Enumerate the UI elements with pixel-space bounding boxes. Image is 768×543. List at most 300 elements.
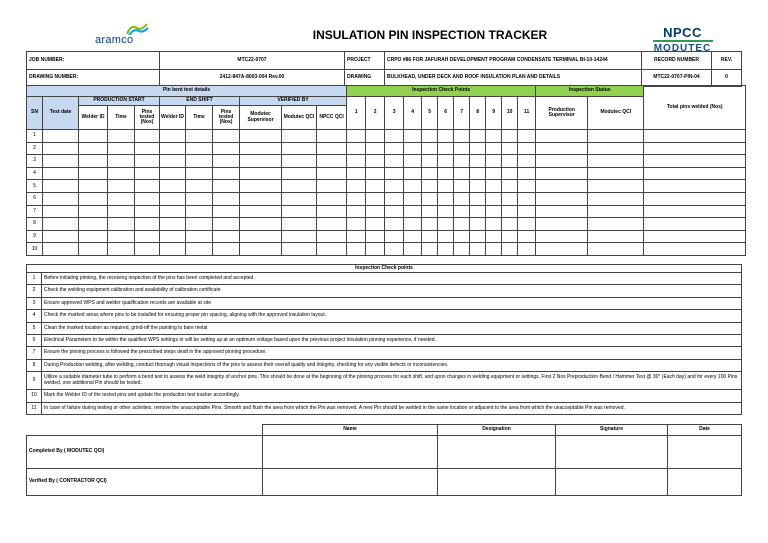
- table-cell[interactable]: [518, 192, 536, 205]
- checkpoint-number: 11: [27, 402, 42, 414]
- table-cell[interactable]: [422, 243, 438, 256]
- table-cell[interactable]: [536, 130, 588, 143]
- table-cell[interactable]: [79, 130, 108, 143]
- table-cell[interactable]: [502, 180, 518, 193]
- table-cell[interactable]: [454, 230, 470, 243]
- table-cell[interactable]: [502, 142, 518, 155]
- table-row: [27, 192, 746, 205]
- table-cell[interactable]: [536, 167, 588, 180]
- table-cell[interactable]: [470, 243, 486, 256]
- table-cell[interactable]: [502, 218, 518, 231]
- table-cell[interactable]: [186, 218, 213, 231]
- table-cell[interactable]: [347, 205, 366, 218]
- table-row: [27, 205, 746, 218]
- table-cell[interactable]: [282, 155, 317, 168]
- table-cell[interactable]: [79, 192, 108, 205]
- table-cell[interactable]: [518, 180, 536, 193]
- checkpoint-number: 7: [27, 347, 42, 359]
- table-cell[interactable]: [438, 142, 454, 155]
- table-cell[interactable]: [240, 180, 282, 193]
- table-cell[interactable]: [644, 130, 746, 143]
- table-cell[interactable]: [486, 218, 502, 231]
- table-cell[interactable]: [43, 155, 79, 168]
- table-cell[interactable]: [213, 243, 240, 256]
- inspection-check-points-header: Inspection Check Points: [347, 86, 536, 97]
- table-cell[interactable]: [470, 155, 486, 168]
- table-cell[interactable]: [43, 205, 79, 218]
- table-cell[interactable]: [422, 180, 438, 193]
- table-cell[interactable]: [79, 142, 108, 155]
- table-cell[interactable]: [588, 230, 644, 243]
- table-cell[interactable]: [347, 180, 366, 193]
- tracker-table: [26, 85, 746, 256]
- table-cell[interactable]: [160, 130, 186, 143]
- table-cell[interactable]: [588, 218, 644, 231]
- table-cell[interactable]: [160, 167, 186, 180]
- table-cell[interactable]: [43, 130, 79, 143]
- table-cell[interactable]: [108, 130, 135, 143]
- table-cell[interactable]: [486, 155, 502, 168]
- signoff-table: [26, 424, 742, 496]
- table-cell[interactable]: [282, 130, 317, 143]
- table-cell[interactable]: [454, 243, 470, 256]
- table-cell[interactable]: [43, 218, 79, 231]
- table-cell[interactable]: [404, 192, 422, 205]
- table-cell[interactable]: [486, 142, 502, 155]
- table-cell[interactable]: [160, 205, 186, 218]
- table-cell[interactable]: [282, 205, 317, 218]
- verified-by-date-cell[interactable]: [668, 469, 742, 496]
- table-cell[interactable]: [536, 192, 588, 205]
- start-welder-id-header: Welder ID: [79, 106, 108, 130]
- table-cell[interactable]: [366, 167, 385, 180]
- table-cell[interactable]: [240, 155, 282, 168]
- table-cell[interactable]: [486, 167, 502, 180]
- table-cell[interactable]: [404, 167, 422, 180]
- table-cell[interactable]: [79, 218, 108, 231]
- checkpoint-rows: [27, 273, 742, 415]
- table-cell[interactable]: [317, 155, 347, 168]
- table-cell[interactable]: [518, 130, 536, 143]
- table-cell[interactable]: [160, 180, 186, 193]
- checkpoint-text: Utilize a suitable diameter tube to perform a bend test to assess the weld integrity of anchor pins. This should be done at the beginning of the pinning process for each shift, and upon changes in welding equipment or settings. First 2 Nos Preproduction Bend / Hammer Test @ 30° (Each day) and for every 100 Pins welded, one additional Pin should be tested.: [42, 372, 742, 390]
- table-cell[interactable]: [404, 142, 422, 155]
- table-cell[interactable]: [108, 205, 135, 218]
- row-number: 9: [27, 230, 43, 243]
- table-cell[interactable]: [282, 167, 317, 180]
- table-cell[interactable]: [470, 167, 486, 180]
- table-cell[interactable]: [317, 167, 347, 180]
- table-cell[interactable]: [502, 230, 518, 243]
- table-cell[interactable]: [347, 155, 366, 168]
- table-cell[interactable]: [347, 142, 366, 155]
- table-cell[interactable]: [347, 218, 366, 231]
- table-cell[interactable]: [588, 180, 644, 193]
- table-cell[interactable]: [240, 218, 282, 231]
- table-cell[interactable]: [536, 180, 588, 193]
- table-cell[interactable]: [347, 243, 366, 256]
- table-cell[interactable]: [160, 243, 186, 256]
- list-item: [27, 372, 742, 390]
- table-cell[interactable]: [240, 130, 282, 143]
- table-cell[interactable]: [282, 180, 317, 193]
- table-cell[interactable]: [43, 142, 79, 155]
- table-cell[interactable]: [518, 243, 536, 256]
- npcc-qci-header: NPCC QCI: [317, 106, 347, 130]
- table-cell[interactable]: [366, 180, 385, 193]
- table-cell[interactable]: [644, 192, 746, 205]
- table-cell[interactable]: [422, 167, 438, 180]
- table-cell[interactable]: [518, 205, 536, 218]
- table-cell[interactable]: [438, 192, 454, 205]
- checkpoint-text: During Production welding, after welding, conduct thorough visual inspections of the pins to assess their overall quality and integrity, checking for any visible defects or inconsistencies.: [42, 359, 742, 371]
- checkpoint-col-2: 2: [366, 97, 385, 130]
- table-cell[interactable]: [43, 230, 79, 243]
- table-cell[interactable]: [213, 155, 240, 168]
- verified-by-signature-cell[interactable]: [556, 469, 668, 496]
- table-cell[interactable]: [186, 243, 213, 256]
- table-cell[interactable]: [644, 243, 746, 256]
- table-cell[interactable]: [366, 130, 385, 143]
- table-cell[interactable]: [79, 243, 108, 256]
- table-cell[interactable]: [454, 155, 470, 168]
- table-cell[interactable]: [644, 180, 746, 193]
- table-cell[interactable]: [454, 205, 470, 218]
- table-cell[interactable]: [366, 230, 385, 243]
- list-item: [27, 390, 742, 402]
- table-cell[interactable]: [536, 155, 588, 168]
- checkpoint-number: 4: [27, 310, 42, 322]
- table-cell[interactable]: [79, 230, 108, 243]
- table-cell[interactable]: [486, 180, 502, 193]
- table-cell[interactable]: [160, 155, 186, 168]
- table-cell[interactable]: [470, 130, 486, 143]
- completed-by-designation-cell[interactable]: [438, 436, 556, 469]
- table-row: [27, 218, 746, 231]
- table-cell[interactable]: [385, 130, 404, 143]
- table-cell[interactable]: [588, 243, 644, 256]
- table-cell[interactable]: [240, 192, 282, 205]
- table-cell[interactable]: [108, 155, 135, 168]
- table-cell[interactable]: [366, 218, 385, 231]
- sn-header: SN: [27, 97, 43, 130]
- table-cell[interactable]: [470, 205, 486, 218]
- table-cell[interactable]: [454, 218, 470, 231]
- table-cell[interactable]: [160, 192, 186, 205]
- table-cell[interactable]: [385, 142, 404, 155]
- table-cell[interactable]: [470, 180, 486, 193]
- table-cell[interactable]: [135, 230, 160, 243]
- table-cell[interactable]: [79, 205, 108, 218]
- table-cell[interactable]: [438, 130, 454, 143]
- checkpoint-number: 9: [27, 372, 42, 390]
- table-cell[interactable]: [470, 142, 486, 155]
- table-cell[interactable]: [317, 205, 347, 218]
- verified-by-designation-cell[interactable]: [438, 469, 556, 496]
- table-cell[interactable]: [588, 205, 644, 218]
- table-cell[interactable]: [317, 130, 347, 143]
- table-cell[interactable]: [366, 155, 385, 168]
- end-pins-tested-header: Pins tested (Nos): [213, 106, 240, 130]
- table-cell[interactable]: [454, 167, 470, 180]
- table-cell[interactable]: [644, 205, 746, 218]
- table-cell[interactable]: [186, 142, 213, 155]
- table-cell[interactable]: [282, 218, 317, 231]
- table-cell[interactable]: [486, 192, 502, 205]
- table-cell[interactable]: [385, 180, 404, 193]
- table-cell[interactable]: [644, 155, 746, 168]
- drawing-number-label: DRAWING NUMBER:: [27, 70, 160, 87]
- table-row: [27, 130, 746, 143]
- table-cell[interactable]: [385, 218, 404, 231]
- table-cell[interactable]: [385, 243, 404, 256]
- table-cell[interactable]: [186, 180, 213, 193]
- table-cell[interactable]: [135, 167, 160, 180]
- table-cell[interactable]: [213, 230, 240, 243]
- table-cell[interactable]: [317, 243, 347, 256]
- table-cell[interactable]: [282, 243, 317, 256]
- table-cell[interactable]: [422, 142, 438, 155]
- table-cell[interactable]: [385, 205, 404, 218]
- job-number-value: MTC22-0707: [160, 52, 345, 70]
- table-cell[interactable]: [366, 243, 385, 256]
- checkpoint-col-1: 1: [347, 97, 366, 130]
- table-cell[interactable]: [404, 230, 422, 243]
- checkpoint-number: 5: [27, 322, 42, 334]
- table-cell[interactable]: [536, 230, 588, 243]
- modutec-qci-header: Modutec QCI: [282, 106, 317, 130]
- table-cell[interactable]: [160, 230, 186, 243]
- table-cell[interactable]: [186, 192, 213, 205]
- checkpoint-text: Mark the Welder ID of the tested pins and update the production test tracker accordingly.: [42, 390, 742, 402]
- table-cell[interactable]: [502, 243, 518, 256]
- table-cell[interactable]: [240, 142, 282, 155]
- table-cell[interactable]: [454, 130, 470, 143]
- table-cell[interactable]: [108, 243, 135, 256]
- checkpoint-col-11: 11: [518, 97, 536, 130]
- table-cell[interactable]: [43, 167, 79, 180]
- table-cell[interactable]: [240, 243, 282, 256]
- table-cell[interactable]: [135, 142, 160, 155]
- table-cell[interactable]: [240, 230, 282, 243]
- table-cell[interactable]: [518, 218, 536, 231]
- table-cell[interactable]: [422, 192, 438, 205]
- table-cell[interactable]: [347, 167, 366, 180]
- table-cell[interactable]: [502, 155, 518, 168]
- table-cell[interactable]: [186, 130, 213, 143]
- table-cell[interactable]: [438, 218, 454, 231]
- table-cell[interactable]: [108, 230, 135, 243]
- table-cell[interactable]: [79, 155, 108, 168]
- table-cell[interactable]: [135, 155, 160, 168]
- table-cell[interactable]: [536, 243, 588, 256]
- signoff-date-header: Date: [668, 425, 742, 436]
- table-cell[interactable]: [317, 230, 347, 243]
- table-cell[interactable]: [317, 192, 347, 205]
- table-cell[interactable]: [588, 192, 644, 205]
- table-cell[interactable]: [518, 230, 536, 243]
- verified-by-name-cell[interactable]: [263, 469, 438, 496]
- table-cell[interactable]: [347, 192, 366, 205]
- table-row: [27, 243, 746, 256]
- table-cell[interactable]: [438, 205, 454, 218]
- table-cell[interactable]: [135, 180, 160, 193]
- table-cell[interactable]: [135, 218, 160, 231]
- table-cell[interactable]: [518, 155, 536, 168]
- production-supervisor-header: Production Supervisor: [536, 97, 588, 130]
- table-cell[interactable]: [422, 230, 438, 243]
- table-cell[interactable]: [347, 230, 366, 243]
- row-number: 4: [27, 167, 43, 180]
- table-cell[interactable]: [536, 205, 588, 218]
- table-cell[interactable]: [186, 155, 213, 168]
- completed-by-signature-cell[interactable]: [556, 436, 668, 469]
- table-cell[interactable]: [282, 192, 317, 205]
- table-cell[interactable]: [404, 243, 422, 256]
- table-cell[interactable]: [502, 130, 518, 143]
- table-cell[interactable]: [108, 142, 135, 155]
- table-cell[interactable]: [422, 130, 438, 143]
- list-item: [27, 285, 742, 297]
- checkpoint-col-9: 9: [486, 97, 502, 130]
- table-cell[interactable]: [644, 218, 746, 231]
- table-cell[interactable]: [43, 192, 79, 205]
- table-cell[interactable]: [366, 142, 385, 155]
- table-cell[interactable]: [644, 230, 746, 243]
- table-cell[interactable]: [422, 155, 438, 168]
- table-cell[interactable]: [518, 167, 536, 180]
- table-cell[interactable]: [470, 192, 486, 205]
- table-cell[interactable]: [186, 167, 213, 180]
- table-cell[interactable]: [486, 130, 502, 143]
- table-cell[interactable]: [486, 230, 502, 243]
- table-cell[interactable]: [404, 205, 422, 218]
- table-cell[interactable]: [588, 142, 644, 155]
- table-cell[interactable]: [282, 142, 317, 155]
- table-cell[interactable]: [588, 130, 644, 143]
- table-cell[interactable]: [108, 167, 135, 180]
- end-time-header: Time: [186, 106, 213, 130]
- table-cell[interactable]: [588, 155, 644, 168]
- table-cell[interactable]: [502, 167, 518, 180]
- list-item: [27, 402, 742, 414]
- table-cell[interactable]: [438, 243, 454, 256]
- table-cell[interactable]: [404, 155, 422, 168]
- table-cell[interactable]: [518, 142, 536, 155]
- test-date-header: Test date: [43, 97, 79, 130]
- table-cell[interactable]: [644, 167, 746, 180]
- table-cell[interactable]: [186, 205, 213, 218]
- table-cell[interactable]: [470, 230, 486, 243]
- table-cell[interactable]: [282, 230, 317, 243]
- checkpoint-col-4: 4: [404, 97, 422, 130]
- table-cell[interactable]: [108, 192, 135, 205]
- table-cell[interactable]: [317, 180, 347, 193]
- table-cell[interactable]: [213, 142, 240, 155]
- row-number: 2: [27, 142, 43, 155]
- table-cell[interactable]: [385, 230, 404, 243]
- npcc-modutec-logo: [650, 26, 715, 54]
- table-cell[interactable]: [108, 218, 135, 231]
- table-cell[interactable]: [160, 218, 186, 231]
- table-cell[interactable]: [79, 180, 108, 193]
- table-cell[interactable]: [486, 243, 502, 256]
- completed-by-date-cell[interactable]: [668, 436, 742, 469]
- table-cell[interactable]: [454, 142, 470, 155]
- table-cell[interactable]: [486, 205, 502, 218]
- info-table: [26, 51, 742, 87]
- table-cell[interactable]: [213, 218, 240, 231]
- table-cell[interactable]: [135, 192, 160, 205]
- table-cell[interactable]: [422, 218, 438, 231]
- table-cell[interactable]: [317, 142, 347, 155]
- table-cell[interactable]: [438, 155, 454, 168]
- table-cell[interactable]: [536, 218, 588, 231]
- table-cell[interactable]: [454, 192, 470, 205]
- table-cell[interactable]: [404, 180, 422, 193]
- table-cell[interactable]: [438, 167, 454, 180]
- modutec-qci-status-header: Modutec QCI: [588, 97, 644, 130]
- table-cell[interactable]: [213, 205, 240, 218]
- table-cell[interactable]: [404, 218, 422, 231]
- job-number-label: JOB NUMBER:: [27, 52, 160, 70]
- table-cell[interactable]: [438, 230, 454, 243]
- table-cell[interactable]: [108, 180, 135, 193]
- table-cell[interactable]: [240, 167, 282, 180]
- table-cell[interactable]: [43, 243, 79, 256]
- logo-divider: [653, 40, 713, 42]
- table-cell[interactable]: [366, 205, 385, 218]
- table-cell[interactable]: [588, 167, 644, 180]
- table-cell[interactable]: [135, 243, 160, 256]
- table-cell[interactable]: [160, 142, 186, 155]
- table-cell[interactable]: [404, 130, 422, 143]
- table-cell[interactable]: [213, 167, 240, 180]
- table-cell[interactable]: [213, 130, 240, 143]
- checkpoints-heading: Inspection Check points: [27, 265, 742, 273]
- table-cell[interactable]: [135, 205, 160, 218]
- table-cell[interactable]: [385, 192, 404, 205]
- table-cell[interactable]: [213, 180, 240, 193]
- table-cell[interactable]: [366, 192, 385, 205]
- row-number: 5: [27, 180, 43, 193]
- drawing-label: DRAWING: [345, 70, 385, 87]
- table-cell[interactable]: [135, 130, 160, 143]
- table-cell[interactable]: [213, 192, 240, 205]
- signoff-designation-header: Designation: [438, 425, 556, 436]
- table-cell[interactable]: [385, 167, 404, 180]
- table-cell[interactable]: [43, 180, 79, 193]
- table-cell[interactable]: [644, 142, 746, 155]
- table-cell[interactable]: [502, 205, 518, 218]
- table-cell[interactable]: [240, 205, 282, 218]
- table-cell[interactable]: [536, 142, 588, 155]
- completed-by-name-cell[interactable]: [263, 436, 438, 469]
- table-cell[interactable]: [186, 230, 213, 243]
- checkpoint-number: 10: [27, 390, 42, 402]
- table-cell[interactable]: [438, 180, 454, 193]
- checkpoint-number: 6: [27, 334, 42, 346]
- table-cell[interactable]: [317, 218, 347, 231]
- table-cell[interactable]: [502, 192, 518, 205]
- table-cell[interactable]: [79, 167, 108, 180]
- table-cell[interactable]: [347, 130, 366, 143]
- table-cell[interactable]: [454, 180, 470, 193]
- table-cell[interactable]: [470, 218, 486, 231]
- signoff-blank-header: [27, 425, 263, 436]
- table-cell[interactable]: [385, 155, 404, 168]
- table-cell[interactable]: [422, 205, 438, 218]
